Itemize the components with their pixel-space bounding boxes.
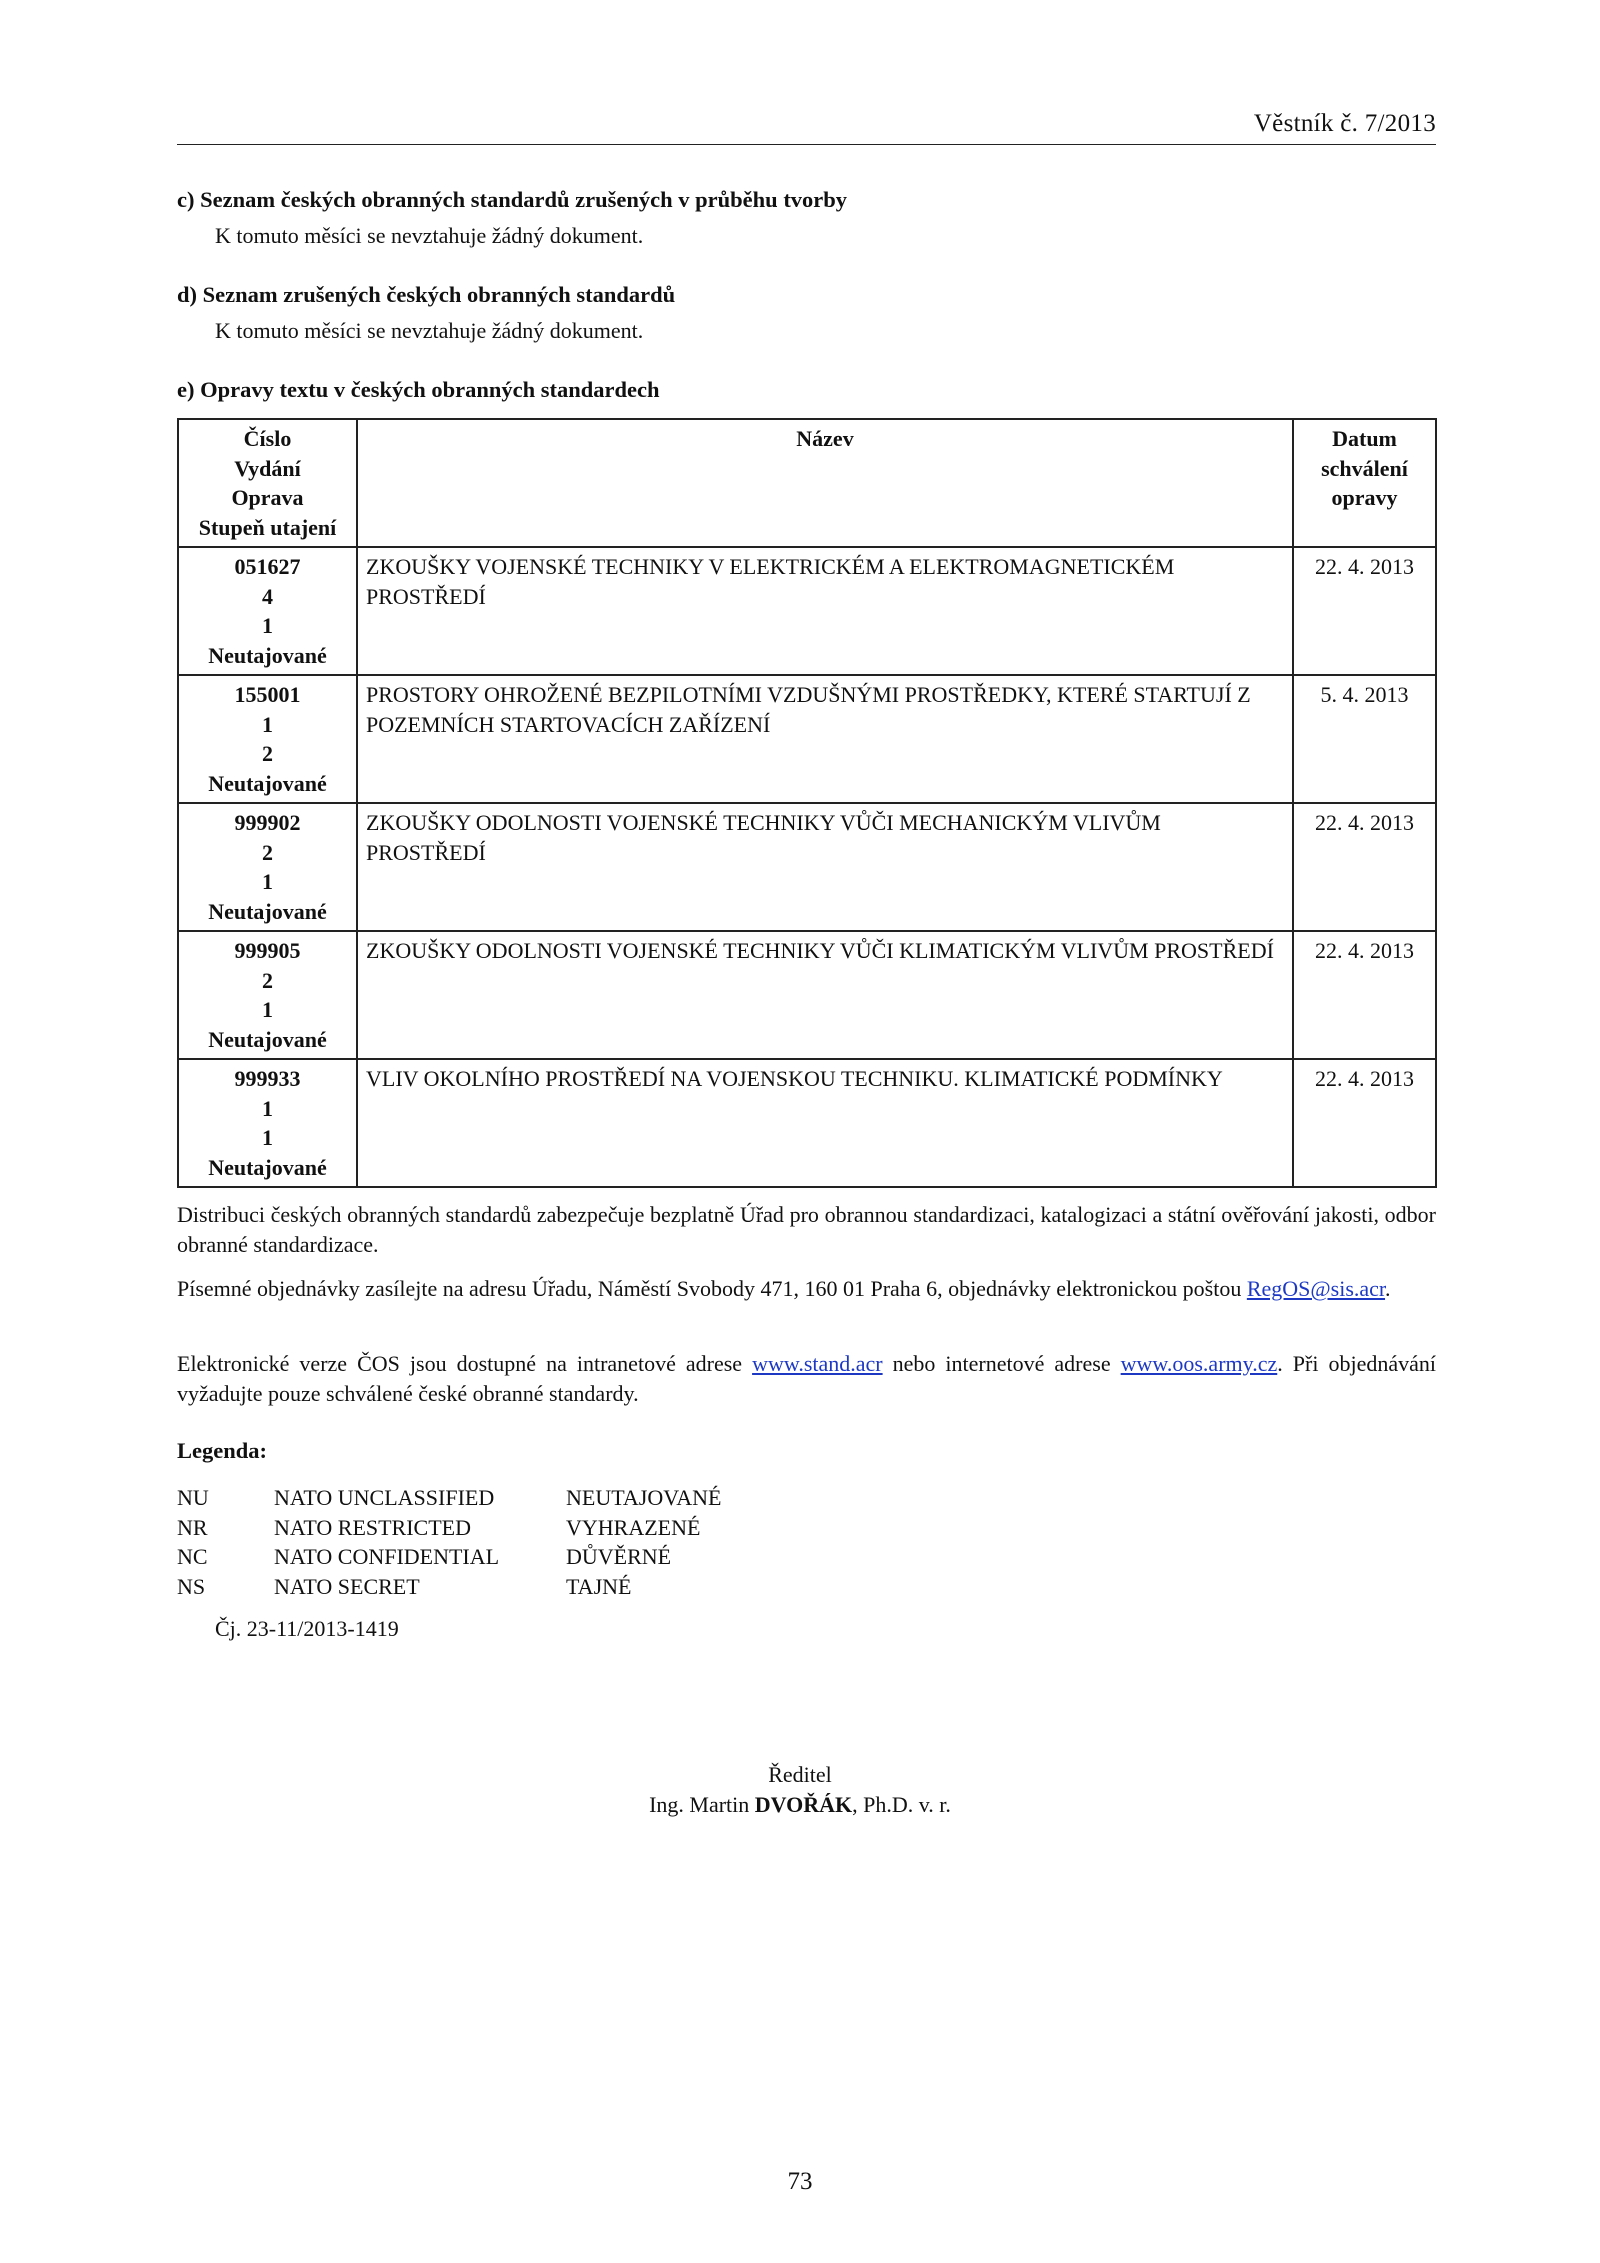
- approval-date-cell: 5. 4. 2013: [1293, 675, 1436, 803]
- standard-name-cell: ZKOUŠKY VOJENSKÉ TECHNIKY V ELEKTRICKÉM A ELEKTROMAGNETICKÉM PROSTŘEDÍ: [357, 547, 1293, 675]
- section-c-text: K tomuto měsíci se nevztahuje žádný dokument.: [215, 223, 644, 248]
- standard-name-cell: ZKOUŠKY ODOLNOSTI VOJENSKÉ TECHNIKY VŮČI MECHANICKÝM VLIVŮM PROSTŘEDÍ: [357, 803, 1293, 931]
- standard-name-cell: VLIV OKOLNÍHO PROSTŘEDÍ NA VOJENSKOU TECHNIKU. KLIMATICKÉ PODMÍNKY: [357, 1059, 1293, 1187]
- table-row: [178, 803, 1436, 931]
- orders-email-link[interactable]: RegOS@sis.acr: [1246, 1276, 1386, 1301]
- standard-id-cell: 155001 1 2 Neutajované: [178, 675, 357, 803]
- table-row: [178, 675, 1436, 803]
- approval-date-cell: 22. 4. 2013: [1293, 1059, 1436, 1187]
- distribution-paragraph: Distribuci českých obranných standardů zabezpečuje bezplatně Úřad pro obrannou standardizaci, katalogizaci a státní ověřování jakosti, odbor obranné standardizace.: [177, 1202, 1436, 1257]
- legend-title: Legenda:: [177, 1438, 267, 1463]
- section-d-title: d) Seznam zrušených českých obranných standardů: [177, 282, 676, 307]
- legend-list: [177, 1483, 722, 1601]
- header-number-edition: Číslo Vydání Oprava Stupeň utajení: [178, 419, 357, 547]
- bulletin-title: Věstník č. 7/2013: [1253, 110, 1436, 137]
- corrections-table: [177, 418, 1437, 1188]
- standard-id-cell: 999933 1 1 Neutajované: [178, 1059, 357, 1187]
- section-c-title: c) Seznam českých obranných standardů zrušených v průběhu tvorby: [177, 187, 848, 212]
- table-row: [178, 931, 1436, 1059]
- standard-name-cell: ZKOUŠKY ODOLNOSTI VOJENSKÉ TECHNIKY VŮČI KLIMATICKÝM VLIVŮM PROSTŘEDÍ: [357, 931, 1293, 1059]
- approval-date-cell: 22. 4. 2013: [1293, 931, 1436, 1059]
- legend-item: NS NATO SECRET TAJNÉ: [177, 1573, 632, 1599]
- approval-date-cell: 22. 4. 2013: [1293, 547, 1436, 675]
- table-row: [178, 1059, 1436, 1187]
- page-header: [177, 110, 1436, 145]
- internet-link[interactable]: www.oos.army.cz: [1120, 1351, 1278, 1376]
- orders-paragraph: Písemné objednávky zasílejte na adresu Úřadu, Náměstí Svobody 471, 160 01 Praha 6, objednávky elektronickou poštou RegOS@sis.acr.: [177, 1276, 1391, 1301]
- signature-name: Ing. Martin DVOŘÁK, Ph.D. v. r.: [649, 1792, 951, 1817]
- standard-id-cell: 999902 2 1 Neutajované: [178, 803, 357, 931]
- standard-id-cell: 051627 4 1 Neutajované: [178, 547, 357, 675]
- header-name: Název: [357, 419, 1293, 547]
- page-number: 73: [787, 2168, 813, 2195]
- section-e-title: e) Opravy textu v českých obranných standardech: [177, 377, 660, 402]
- electronic-paragraph: Elektronické verze ČOS jsou dostupné na intranetové adrese www.stand.acr nebo internetové adrese www.oos.army.cz. Při objednávání vyžadujte pouze schválené české obranné standardy.: [177, 1351, 1437, 1406]
- intranet-link[interactable]: www.stand.acr: [752, 1351, 883, 1376]
- legend-item: NR NATO RESTRICTED VYHRAZENÉ: [177, 1514, 701, 1540]
- standard-id-cell: 999905 2 1 Neutajované: [178, 931, 357, 1059]
- section-d-text: K tomuto měsíci se nevztahuje žádný dokument.: [215, 318, 644, 343]
- reference-number: Čj. 23-11/2013-1419: [215, 1616, 399, 1641]
- table-header-row: [178, 419, 1436, 547]
- table-row: [178, 547, 1436, 675]
- standard-name-cell: PROSTORY OHROŽENÉ BEZPILOTNÍMI VZDUŠNÝMI PROSTŘEDKY, KTERÉ STARTUJÍ Z POZEMNÍCH STARTOVACÍCH ZAŘÍZENÍ: [357, 675, 1293, 803]
- header-approval-date: Datum schválení opravy: [1293, 419, 1436, 547]
- legend-item: NC NATO CONFIDENTIAL DŮVĚRNÉ: [177, 1544, 672, 1569]
- approval-date-cell: 22. 4. 2013: [1293, 803, 1436, 931]
- legend-item: NU NATO UNCLASSIFIED NEUTAJOVANÉ: [177, 1485, 722, 1510]
- signature-role: Ředitel: [768, 1762, 832, 1787]
